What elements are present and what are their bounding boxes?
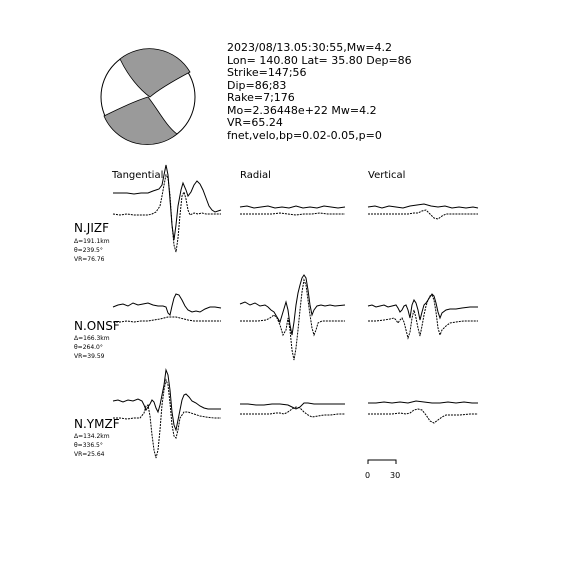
observed-trace-tangential [113, 294, 221, 315]
observed-trace-tangential [113, 370, 221, 430]
station-azimuth: θ=336.5° [74, 442, 103, 449]
observed-trace-vertical [368, 294, 478, 320]
waveforms-row-2 [113, 275, 478, 360]
synthetic-trace-vertical [368, 295, 478, 338]
synthetic-trace-radial [240, 280, 345, 360]
station-distance: Δ=191.1km [74, 238, 110, 245]
header-line: Rake=7;176 [227, 91, 295, 104]
station-distance: Δ=134.2km [74, 433, 110, 440]
synthetic-trace-tangential [113, 317, 221, 322]
waveforms-row-3 [113, 370, 478, 458]
synthetic-trace-vertical [368, 409, 478, 423]
synthetic-trace-radial [240, 213, 345, 215]
header-line: Lon= 140.80 Lat= 35.80 Dep=86 [227, 54, 412, 67]
synthetic-trace-vertical [368, 210, 478, 219]
station-azimuth: θ=239.5° [74, 247, 103, 254]
event-header [227, 41, 412, 142]
station-name: N.JIZF [74, 221, 109, 235]
header-line: VR=65.24 [227, 116, 283, 129]
column-label-vertical: Vertical [368, 170, 406, 181]
waveforms-row-1 [113, 165, 478, 252]
header-line: fnet,velo,bp=0.02-0.05,p=0 [227, 129, 382, 142]
observed-trace-vertical [368, 401, 478, 403]
header-line: Mo=2.36448e+22 Mw=4.2 [227, 104, 377, 117]
station-vr: VR=39.59 [74, 353, 105, 360]
synthetic-trace-radial [240, 407, 345, 417]
station-vr: VR=25.64 [74, 451, 105, 458]
station-distance: Δ=166.3km [74, 335, 110, 342]
header-line: Dip=86;83 [227, 79, 287, 92]
scale-label-end: 30 [390, 471, 401, 480]
observed-trace-radial [240, 275, 345, 335]
observed-trace-radial [240, 206, 345, 208]
station-name: N.YMZF [74, 417, 120, 431]
station-info-2 [74, 319, 120, 360]
header-line: 2023/08/13.05:30:55,Mw=4.2 [227, 41, 392, 54]
station-info-3 [74, 417, 120, 458]
station-vr: VR=76.76 [74, 256, 105, 263]
time-scale-bar [365, 460, 400, 480]
observed-trace-radial [240, 403, 345, 409]
header-line: Strike=147;56 [227, 66, 307, 79]
column-label-radial: Radial [240, 170, 271, 181]
station-info-1 [74, 221, 110, 263]
station-azimuth: θ=264.0° [74, 344, 103, 351]
scale-label-start: 0 [365, 471, 371, 480]
synthetic-trace-tangential [113, 380, 221, 458]
column-label-tangential: Tangential [112, 170, 164, 181]
beachball [101, 49, 195, 145]
synthetic-trace-tangential [113, 175, 221, 252]
observed-trace-vertical [368, 204, 478, 208]
station-name: N.ONSF [74, 319, 120, 333]
scale-bar-line [368, 460, 396, 464]
